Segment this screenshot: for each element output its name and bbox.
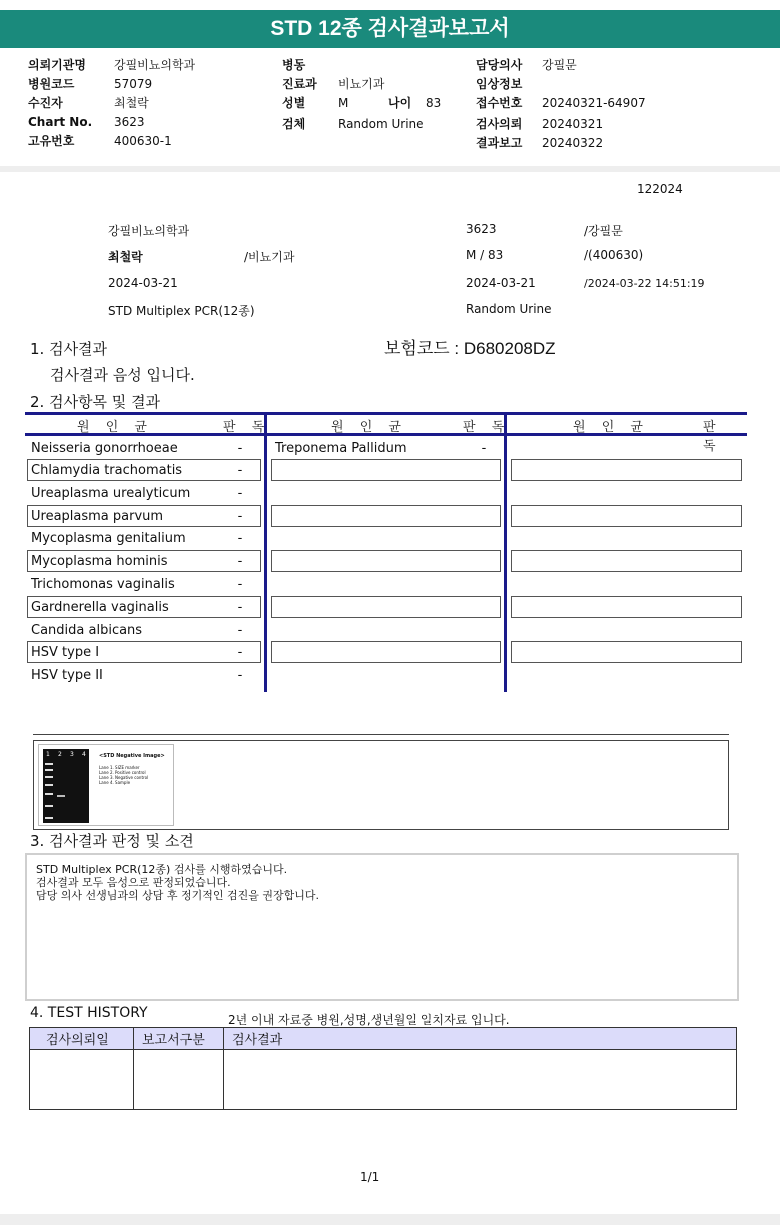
table-row <box>25 483 250 503</box>
label-request-date: 검사의뢰 <box>476 117 523 131</box>
row-box <box>271 459 501 481</box>
pathogen-name: HSV type I <box>31 644 100 660</box>
summary-receive-date: 2024-03-21 <box>466 276 536 290</box>
comment-line: 담당 의사 선생님과의 상담 후 정기적인 검진을 권장합니다. <box>36 889 319 902</box>
pathogen-name: Mycoplasma genitalium <box>31 530 186 546</box>
label-unique-no: 고유번호 <box>28 134 75 148</box>
table-row <box>25 528 250 548</box>
label-specimen: 검체 <box>282 117 306 131</box>
pathogen-name: Trichomonas vaginalis <box>31 576 175 592</box>
pathogen-name: Candida albicans <box>31 622 143 638</box>
header-result-1: 판 독 <box>223 420 271 435</box>
lane-number: 1 <box>46 751 50 758</box>
history-cell <box>134 1050 224 1110</box>
pathogen-result: - <box>237 553 243 569</box>
value-age: 83 <box>426 96 442 110</box>
pathogen-result: - <box>237 667 243 683</box>
table-top-rule <box>25 412 747 415</box>
gel-band <box>45 769 53 771</box>
value-specimen: Random Urine <box>338 117 424 131</box>
header-pathogen-3: 원 인 균 <box>573 420 649 435</box>
label-sex: 성별 <box>282 96 306 110</box>
results-table <box>25 412 747 692</box>
summary-request-date: 2024-03-21 <box>108 276 178 290</box>
summary-id: /(400630) <box>584 248 644 262</box>
lane-number: 3 <box>70 751 74 758</box>
summary-test-name: STD Multiplex PCR(12종) <box>108 304 255 318</box>
gel-legend-item: Lane 3. Negative control <box>99 775 149 780</box>
history-note: 2년 이내 자료중 병원,성명,생년월일 일치자료 입니다. <box>228 1013 510 1027</box>
gel-band <box>57 795 65 797</box>
pathogen-name: Neisseria gonorrhoeae <box>31 440 178 456</box>
value-request-date: 20240321 <box>542 117 604 131</box>
row-box <box>511 550 742 572</box>
pathogen-result: - <box>237 576 243 592</box>
pathogen-name: Ureaplasma urealyticum <box>31 485 191 501</box>
summary-sex-age: M / 83 <box>466 248 504 262</box>
pathogen-result: - <box>481 440 487 456</box>
value-receipt-no: 20240321-64907 <box>542 96 646 110</box>
table-row <box>25 665 250 685</box>
pathogen-name: Gardnerella vaginalis <box>31 599 169 615</box>
summary-doctor: /강필문 <box>584 224 623 238</box>
table-divider-1 <box>264 412 267 692</box>
header-pathogen-1: 원 인 균 <box>77 420 153 435</box>
comment-box <box>25 853 739 1001</box>
summary-chart: 3623 <box>466 222 497 236</box>
pathogen-name: Ureaplasma parvum <box>31 508 164 524</box>
summary-hospital: 강필비뇨의학과 <box>108 224 190 238</box>
section-2-title: 2. 검사항목 및 결과 <box>30 393 161 411</box>
gel-image <box>38 744 174 826</box>
header-result-3: 판 독 <box>703 420 722 454</box>
section-3-title: 3. 검사결과 판정 및 소견 <box>30 832 194 850</box>
value-report-date: 20240322 <box>542 136 604 150</box>
pathogen-name: HSV type II <box>31 667 103 683</box>
label-report-date: 결과보고 <box>476 136 523 150</box>
label-chart-no: Chart No. <box>28 115 93 129</box>
label-doctor: 담당의사 <box>476 58 523 72</box>
summary-patient: 최철락 <box>108 250 143 264</box>
section-4-title: 4. TEST HISTORY <box>30 1005 148 1021</box>
gel-band <box>45 763 53 765</box>
gel-section-rule <box>33 734 729 735</box>
pathogen-result: - <box>237 462 243 478</box>
summary-department: /비뇨기과 <box>244 250 295 264</box>
pathogen-result: - <box>237 440 243 456</box>
pathogen-result: - <box>237 485 243 501</box>
gel-band <box>45 784 53 786</box>
table-row <box>25 551 250 571</box>
history-cell <box>30 1050 134 1110</box>
label-hospital-code: 병원코드 <box>28 77 75 91</box>
pathogen-result: - <box>237 599 243 615</box>
pathogen-result: - <box>237 530 243 546</box>
section-1-title: 1. 검사결과 <box>30 340 108 358</box>
pathogen-name: Chlamydia trachomatis <box>31 462 183 478</box>
history-col-result: 검사결과 <box>224 1028 737 1050</box>
info-column-3 <box>476 56 646 153</box>
table-row <box>25 620 250 640</box>
history-table <box>29 1027 737 1110</box>
label-receipt-no: 접수번호 <box>476 96 523 110</box>
table-row <box>25 506 250 526</box>
history-cell <box>224 1050 737 1110</box>
gel-band <box>45 793 53 795</box>
gel-title: <STD Negative Image> <box>99 753 165 759</box>
pathogen-result: - <box>237 508 243 524</box>
lane-number: 4 <box>82 751 86 758</box>
header-divider <box>0 166 780 172</box>
comment-line: STD Multiplex PCR(12종) 검사를 시행하였습니다. <box>36 863 288 876</box>
gel-legend-item: Lane 2. Positive control <box>99 770 146 775</box>
gel-band <box>45 805 53 807</box>
row-box <box>511 596 742 618</box>
summary-code: 122024 <box>637 182 683 196</box>
label-age: 나이 <box>388 96 412 110</box>
value-requesting-institution: 강필비뇨의학과 <box>114 58 196 72</box>
history-col-report-type: 보고서구분 <box>134 1028 224 1050</box>
table-row <box>25 642 250 662</box>
row-box <box>511 459 742 481</box>
value-sex: M <box>338 96 349 110</box>
label-requesting-institution: 의뢰기관명 <box>28 58 86 72</box>
label-department: 진료과 <box>282 77 317 91</box>
gel-band <box>45 817 53 819</box>
report-title: STD 12종 검사결과보고서 <box>0 10 780 48</box>
info-column-2 <box>282 56 441 134</box>
value-unique-no: 400630-1 <box>114 134 172 148</box>
gel-legend-item: Lane 1. SIZE marker <box>99 765 140 770</box>
label-patient: 수진자 <box>28 96 63 110</box>
table-row <box>25 460 250 480</box>
value-doctor: 강필문 <box>542 58 577 72</box>
summary-specimen: Random Urine <box>466 302 552 316</box>
pathogen-name: Treponema Pallidum <box>275 440 407 456</box>
history-col-request-date: 검사의뢰일 <box>30 1028 134 1050</box>
row-box <box>271 550 501 572</box>
header-pathogen-2: 원 인 균 <box>331 420 407 435</box>
label-clinical-info: 임상정보 <box>476 77 523 91</box>
pathogen-result: - <box>237 622 243 638</box>
page-number: 1/1 <box>360 1170 380 1184</box>
row-box <box>271 596 501 618</box>
summary-report-datetime: /2024-03-22 14:51:19 <box>584 277 705 290</box>
row-box <box>511 505 742 527</box>
row-box <box>271 641 501 663</box>
label-ward: 병동 <box>282 58 306 72</box>
gel-band <box>45 776 53 778</box>
lane-number: 2 <box>58 751 62 758</box>
pathogen-name: Mycoplasma hominis <box>31 553 168 569</box>
pathogen-result: - <box>237 644 243 660</box>
row-box <box>511 641 742 663</box>
insurance-code: 보험코드 : D680208DZ <box>384 339 556 358</box>
value-department: 비뇨기과 <box>338 77 385 91</box>
footer-bar <box>0 1214 780 1225</box>
value-hospital-code: 57079 <box>114 77 153 91</box>
value-patient: 최철락 <box>114 96 149 110</box>
table-divider-2 <box>504 412 507 692</box>
comment-line: 검사결과 모두 음성으로 판정되었습니다. <box>36 876 231 889</box>
gel-legend-item: Lane 4. Sample <box>99 780 131 785</box>
header-result-2: 판 독 <box>463 420 511 435</box>
info-column-1 <box>28 56 195 151</box>
table-row <box>25 597 250 617</box>
table-row <box>25 574 250 594</box>
table-row <box>269 438 494 458</box>
result-summary-text: 검사결과 음성 입니다. <box>50 366 195 384</box>
table-row <box>30 1050 737 1110</box>
value-chart-no: 3623 <box>114 115 145 129</box>
gel-photo <box>43 749 89 823</box>
row-box <box>271 505 501 527</box>
table-row <box>25 438 250 458</box>
